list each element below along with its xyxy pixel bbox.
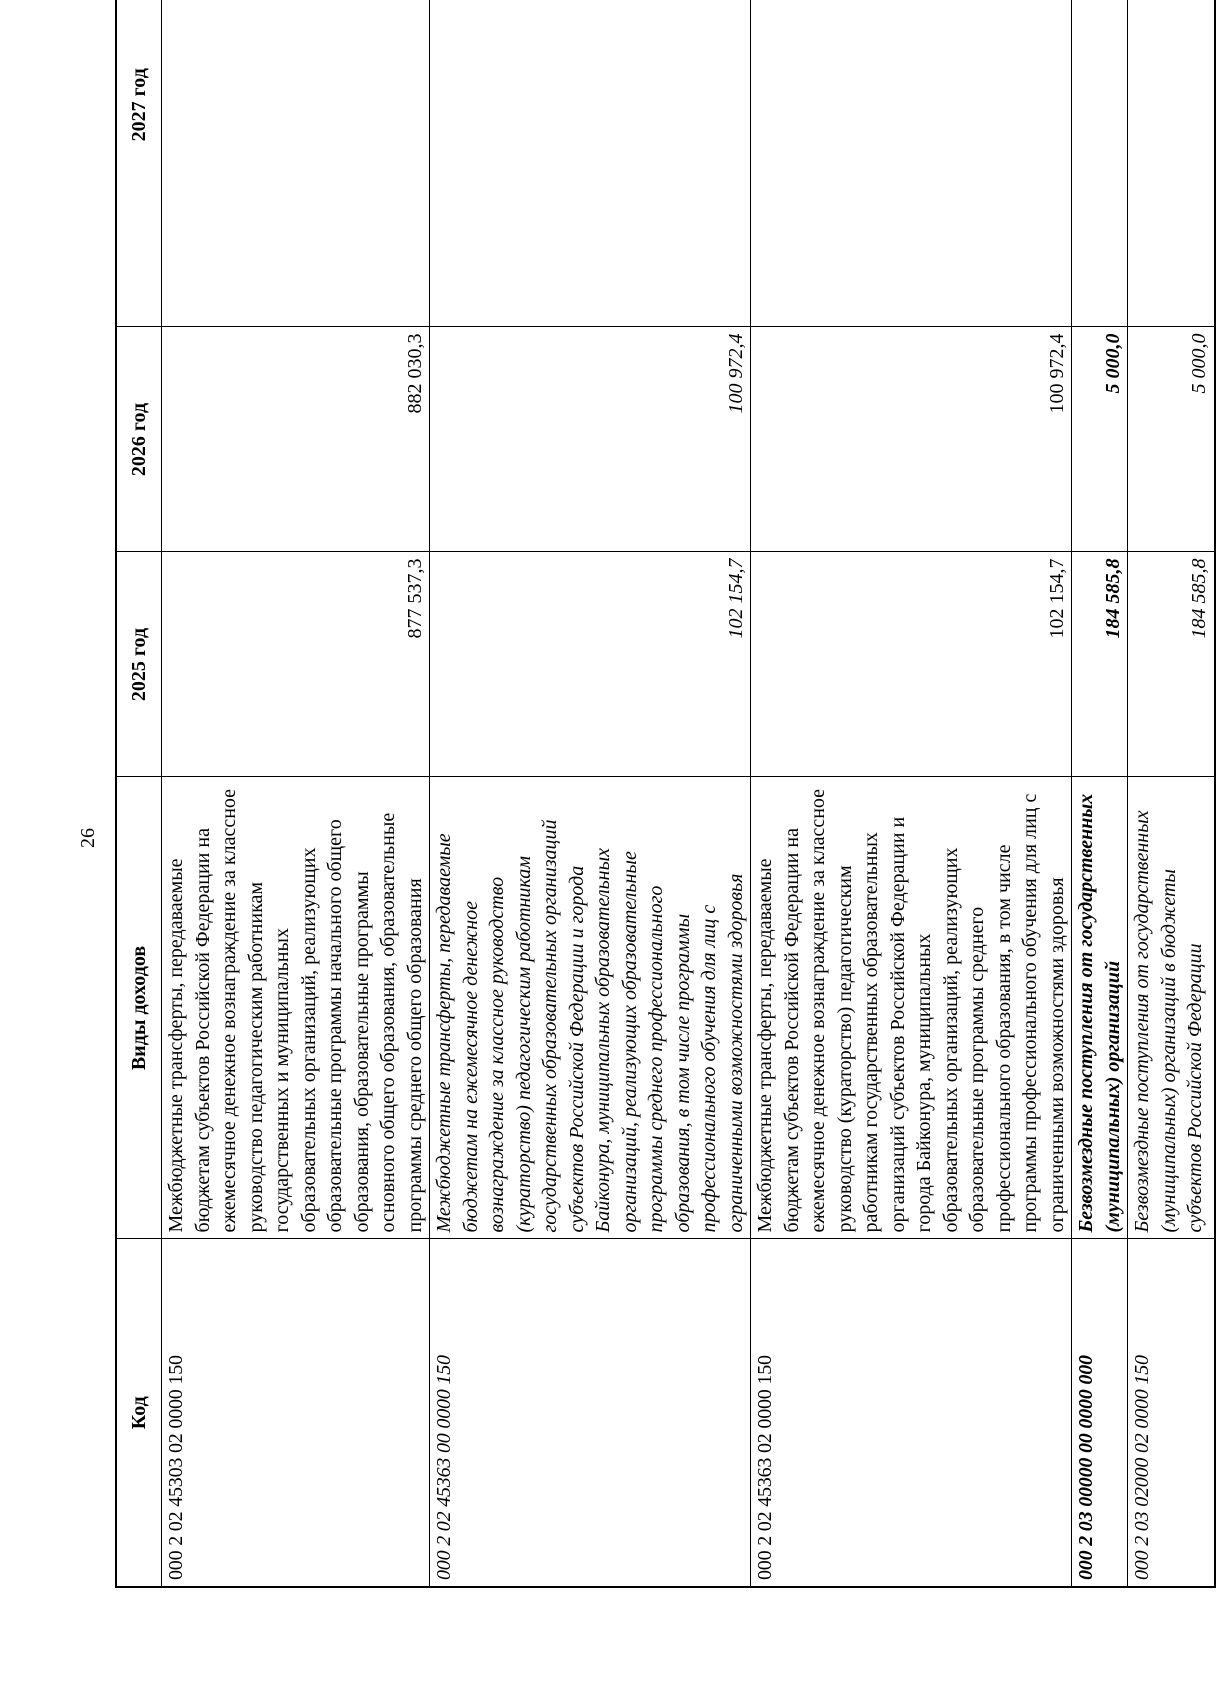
row-code: 000 2 03 00000 00 0000 000 [1072, 1239, 1128, 1587]
row-value-2025: 184 585,8 [1128, 552, 1215, 777]
row-value-2025: 102 154,7 [430, 552, 751, 777]
table-header-row [116, 0, 162, 1587]
header-code: Код [116, 1239, 162, 1587]
table-row [1072, 0, 1128, 1587]
row-description: Межбюджетные трансферты, передаваемые бюджетам на ежемесячное денежное вознаграждение за классное руководство (кураторство) педагогическим работникам государственных образовательных организаций субъектов Российской Федерации и города Байконура, муниципальных образовательных организаций, реализующих образовательные программы среднего профессионального образования, в том числе программы профессионального обучения для лиц с ограниченными возможностями здоровья [430, 777, 751, 1239]
header-2027: 2027 год [116, 0, 162, 327]
row-value-2027 [1072, 0, 1128, 327]
row-value-2025: 877 537,3 [162, 552, 430, 777]
row-value-2026: 100 972,4 [751, 327, 1072, 552]
row-value-2027 [751, 0, 1072, 327]
row-value-2027 [430, 0, 751, 327]
row-code: 000 2 02 45303 02 0000 150 [162, 1239, 430, 1587]
row-value-2026: 100 972,4 [430, 327, 751, 552]
table-row [162, 0, 430, 1587]
revenue-table [115, 0, 1216, 1588]
row-value-2027 [1128, 0, 1215, 327]
row-value-2026: 5 000,0 [1072, 327, 1128, 552]
row-value-2025: 184 585,8 [1072, 552, 1128, 777]
page-number: 26 [77, 828, 99, 848]
row-code: 000 2 02 45363 00 0000 150 [430, 1239, 751, 1587]
header-revenue-type: Виды доходов [116, 777, 162, 1239]
header-2026: 2026 год [116, 327, 162, 552]
row-value-2026: 5 000,0 [1128, 327, 1215, 552]
table-row [1128, 0, 1215, 1587]
row-value-2025: 102 154,7 [751, 552, 1072, 777]
row-value-2027 [162, 0, 430, 327]
header-2025: 2025 год [116, 552, 162, 777]
row-description: Безвозмездные поступления от государственных (муниципальных) организаций в бюджеты субъектов Российской Федерации [1128, 777, 1215, 1239]
table-row [430, 0, 751, 1587]
row-description: Межбюджетные трансферты, передаваемые бюджетам субъектов Российской Федерации на ежемесячное денежное вознаграждение за классное руководство (кураторство) педагогическим работникам государственных образовательных организаций субъектов Российской Федерации и города Байконура, муниципальных образовательных организаций, реализующих образовательные программы среднего профессионального образования, в том числе программы профессионального обучения для лиц с ограниченными возможностями здоровья [751, 777, 1072, 1239]
row-description: Межбюджетные трансферты, передаваемые бюджетам субъектов Российской Федерации на ежемесячное денежное вознаграждение за классное руководство педагогическим работникам государственных и муниципальных образовательных организаций, реализующих образовательные программы начального общего образования, образовательные программы основного общего образования, образовательные программы среднего общего образования [162, 777, 430, 1239]
row-value-2026: 882 030,3 [162, 327, 430, 552]
row-code: 000 2 03 02000 02 0000 150 [1128, 1239, 1215, 1587]
row-description: Безвозмездные поступления от государственных (муниципальных) организаций [1072, 777, 1128, 1239]
row-code: 000 2 02 45363 02 0000 150 [751, 1239, 1072, 1587]
rotated-table-container [115, 68, 1210, 1588]
table-row [751, 0, 1072, 1587]
